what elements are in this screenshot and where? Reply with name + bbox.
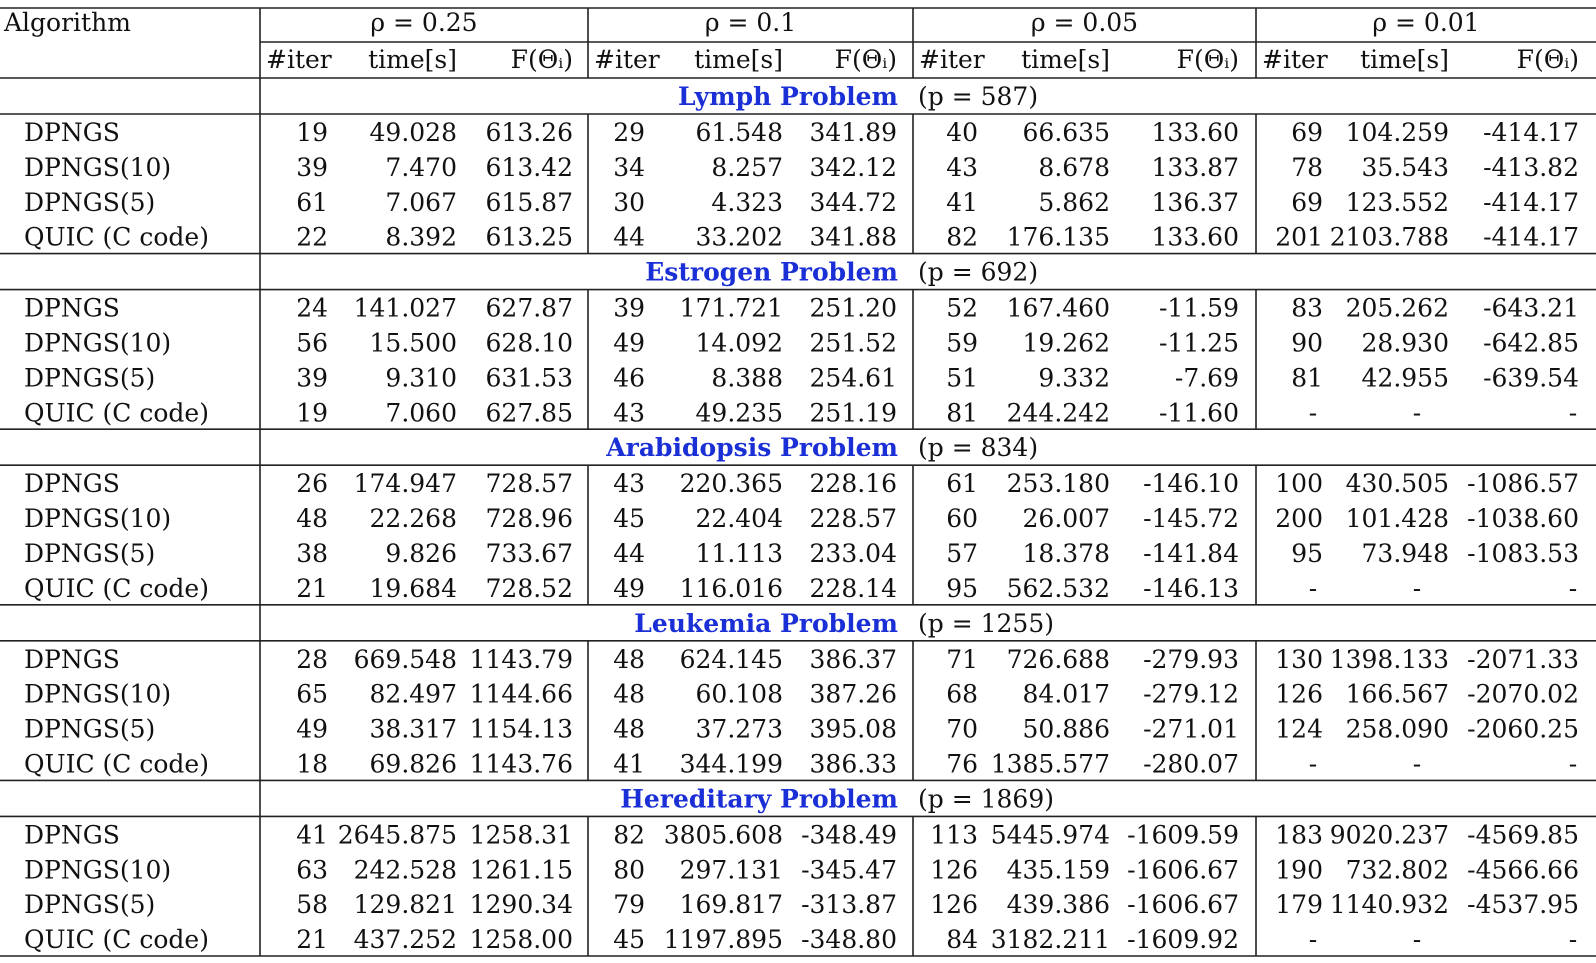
table-cell: 84 bbox=[946, 925, 978, 955]
problem-size: (p = 834) bbox=[918, 433, 1039, 463]
table-cell: 133.60 bbox=[1151, 222, 1239, 252]
table-cell: 631.53 bbox=[485, 363, 573, 393]
table-cell: 95 bbox=[946, 573, 978, 603]
table-cell-empty: - bbox=[1568, 925, 1578, 955]
table-cell: 613.42 bbox=[485, 152, 573, 182]
table-cell: -413.82 bbox=[1483, 152, 1579, 182]
table-cell: 35.543 bbox=[1361, 152, 1449, 182]
table-cell: 435.159 bbox=[1006, 855, 1110, 885]
table-cell: 126 bbox=[930, 890, 978, 920]
table-cell: 116.016 bbox=[679, 573, 783, 603]
header-rho-group: ρ = 0.01 bbox=[1372, 8, 1480, 37]
table-cell: 732.802 bbox=[1345, 855, 1449, 885]
table-cell: -313.87 bbox=[801, 890, 897, 920]
table-cell: 52 bbox=[946, 293, 978, 323]
table-cell: 233.04 bbox=[809, 539, 897, 568]
table-cell: 1398.133 bbox=[1329, 644, 1449, 674]
table-cell: -348.49 bbox=[801, 820, 897, 850]
table-cell-empty: - bbox=[1412, 749, 1422, 779]
table-cell: 82 bbox=[613, 820, 645, 850]
table-cell: 2645.875 bbox=[337, 820, 457, 850]
table-cell: 1197.895 bbox=[663, 925, 783, 955]
table-cell: 43 bbox=[946, 152, 978, 182]
table-cell: 60 bbox=[946, 504, 978, 534]
table-cell: 9.826 bbox=[385, 539, 457, 568]
table-cell-empty: - bbox=[1568, 398, 1578, 428]
table-cell: -7.69 bbox=[1174, 363, 1239, 393]
table-cell: 30 bbox=[613, 187, 645, 217]
algorithm-name: DPNGS(10) bbox=[24, 504, 172, 534]
table-cell: 126 bbox=[930, 855, 978, 885]
table-cell: 228.57 bbox=[809, 504, 897, 534]
table-cell: 341.88 bbox=[809, 222, 897, 252]
table-cell: 65 bbox=[296, 679, 328, 709]
table-cell: -2071.33 bbox=[1467, 644, 1579, 674]
table-cell: 5445.974 bbox=[990, 820, 1110, 850]
table-cell: 1258.00 bbox=[469, 925, 573, 955]
table-cell: 1258.31 bbox=[469, 820, 573, 850]
table-cell: 56 bbox=[296, 328, 328, 358]
table-cell: 141.027 bbox=[353, 293, 457, 323]
table-cell: -414.17 bbox=[1483, 187, 1579, 217]
table-cells bbox=[3, 8, 1579, 954]
header-rho-group: ρ = 0.05 bbox=[1030, 8, 1139, 37]
table-cell: 81 bbox=[946, 398, 978, 428]
algorithm-name: DPNGS bbox=[24, 469, 120, 499]
table-cell: 169.817 bbox=[679, 890, 783, 920]
table-cell: 2103.788 bbox=[1329, 222, 1449, 252]
table-cell: 220.365 bbox=[679, 469, 783, 499]
table-cell: 48 bbox=[613, 644, 645, 674]
table-cell: 84.017 bbox=[1022, 679, 1110, 709]
table-cell: 205.262 bbox=[1345, 293, 1449, 323]
table-cell: 386.33 bbox=[809, 749, 897, 779]
table-cell: -345.47 bbox=[801, 855, 897, 885]
table-cell: 69 bbox=[1291, 187, 1323, 217]
table-cell: 28.930 bbox=[1361, 328, 1449, 358]
algorithm-name: DPNGS(10) bbox=[24, 855, 172, 885]
table-cell: 61 bbox=[296, 187, 328, 217]
table-cell: 624.145 bbox=[679, 644, 783, 674]
header-subcol-objective: F(Θᵢ) bbox=[1516, 45, 1579, 74]
table-cell-empty: - bbox=[1412, 925, 1422, 955]
algorithm-name: DPNGS(10) bbox=[24, 679, 172, 709]
table-cell: -414.17 bbox=[1483, 118, 1579, 147]
table-cell: 174.947 bbox=[353, 469, 457, 499]
header-subcol-time: time[s] bbox=[1021, 45, 1110, 74]
table-cell: 29 bbox=[613, 118, 645, 147]
table-cell: 395.08 bbox=[809, 714, 897, 744]
table-cell: -145.72 bbox=[1143, 504, 1239, 534]
table-cell: -4537.95 bbox=[1467, 890, 1579, 920]
table-cell: 1143.76 bbox=[469, 749, 573, 779]
table-cell: 7.067 bbox=[385, 187, 457, 217]
problem-size: (p = 1255) bbox=[918, 608, 1054, 638]
table-cell-empty: - bbox=[1308, 398, 1318, 428]
table-cell: 61 bbox=[946, 469, 978, 499]
table-cell: 50.886 bbox=[1022, 714, 1110, 744]
table-cell: 1290.34 bbox=[469, 890, 573, 920]
table-cell: 386.37 bbox=[809, 644, 897, 674]
table-cell: 48 bbox=[296, 504, 328, 534]
algorithm-name: QUIC (C code) bbox=[24, 398, 209, 428]
table-cell: -414.17 bbox=[1483, 222, 1579, 252]
table-cell: 437.252 bbox=[353, 925, 457, 955]
table-cell-empty: - bbox=[1308, 573, 1318, 603]
table-cell: 171.721 bbox=[679, 293, 783, 323]
table-cell: 258.090 bbox=[1345, 714, 1449, 744]
table-cell: 69 bbox=[1291, 118, 1323, 147]
table-cell: 254.61 bbox=[809, 363, 897, 393]
table-cell: 8.257 bbox=[711, 152, 783, 182]
table-cell: 48 bbox=[613, 679, 645, 709]
problem-size: (p = 1869) bbox=[918, 784, 1054, 814]
table-cell: 63 bbox=[296, 855, 328, 885]
table-cell: 387.26 bbox=[809, 679, 897, 709]
table-cell: 79 bbox=[613, 890, 645, 920]
algorithm-name: DPNGS(5) bbox=[24, 363, 156, 393]
table-cell: 71 bbox=[946, 644, 978, 674]
table-cell: 133.60 bbox=[1151, 118, 1239, 147]
table-cell: 69.826 bbox=[369, 749, 457, 779]
table-cell: 22.268 bbox=[369, 504, 457, 534]
table-cell: 1154.13 bbox=[469, 714, 573, 744]
table-cell: 37.273 bbox=[695, 714, 783, 744]
table-cell: 179 bbox=[1275, 890, 1323, 920]
table-cell: 39 bbox=[613, 293, 645, 323]
table-cell: 430.505 bbox=[1345, 469, 1449, 499]
header-subcol-objective: F(Θᵢ) bbox=[834, 45, 897, 74]
table-cell: 38 bbox=[296, 539, 328, 568]
table-cell: 167.460 bbox=[1006, 293, 1110, 323]
table-cell: 45 bbox=[613, 925, 645, 955]
table-cell: 176.135 bbox=[1006, 222, 1110, 252]
table-cell: 41 bbox=[946, 187, 978, 217]
table-cell: 244.242 bbox=[1006, 398, 1110, 428]
problem-size: (p = 587) bbox=[918, 82, 1039, 111]
table-cell: 124 bbox=[1275, 714, 1323, 744]
table-cell: 66.635 bbox=[1022, 118, 1110, 147]
table-cell: 344.72 bbox=[809, 187, 897, 217]
table-cell: 253.180 bbox=[1006, 469, 1110, 499]
table-cell: 38.317 bbox=[369, 714, 457, 744]
header-rho-group: ρ = 0.1 bbox=[704, 8, 797, 37]
table-cell: -2070.02 bbox=[1467, 679, 1579, 709]
table-cell: 43 bbox=[613, 469, 645, 499]
table-cell: 228.16 bbox=[809, 469, 897, 499]
table-cell: -1086.57 bbox=[1467, 469, 1579, 499]
table-cell: 613.26 bbox=[485, 118, 573, 147]
table-cell: -348.80 bbox=[801, 925, 897, 955]
table-cell: 201 bbox=[1275, 222, 1323, 252]
header-subcol-time: time[s] bbox=[694, 45, 783, 74]
table-cell: -642.85 bbox=[1483, 328, 1579, 358]
table-cell: 200 bbox=[1275, 504, 1323, 534]
problem-size: (p = 692) bbox=[918, 257, 1039, 287]
table-cell: 49.028 bbox=[369, 118, 457, 147]
table-cell: 14.092 bbox=[695, 328, 783, 358]
table-cell: 113 bbox=[930, 820, 978, 850]
algorithm-name: DPNGS(5) bbox=[24, 714, 156, 744]
problem-title: Leukemia Problem bbox=[634, 608, 898, 638]
table-cell: -146.10 bbox=[1143, 469, 1239, 499]
header-subcol-iter: #iter bbox=[266, 45, 332, 74]
table-cell: 5.862 bbox=[1038, 187, 1110, 217]
table-cell: 1140.932 bbox=[1329, 890, 1449, 920]
table-cell: 1143.79 bbox=[469, 644, 573, 674]
algorithm-name: QUIC (C code) bbox=[24, 749, 209, 779]
table-cell: 73.948 bbox=[1361, 539, 1449, 568]
table-cell: 21 bbox=[296, 925, 328, 955]
algorithm-name: DPNGS(5) bbox=[24, 890, 156, 920]
table-cell: 82 bbox=[946, 222, 978, 252]
table-cell: -639.54 bbox=[1483, 363, 1579, 393]
table-cell: 70 bbox=[946, 714, 978, 744]
table-cell: 40 bbox=[946, 118, 978, 147]
table-cell: 728.52 bbox=[485, 573, 573, 603]
table-cell: 9.332 bbox=[1038, 363, 1110, 393]
table-cell: -141.84 bbox=[1143, 539, 1239, 568]
table-cell: 1261.15 bbox=[469, 855, 573, 885]
algorithm-name: DPNGS(10) bbox=[24, 328, 172, 358]
table-cell: 11.113 bbox=[695, 539, 783, 568]
header-subcol-iter: #iter bbox=[919, 45, 985, 74]
table-cell: 8.678 bbox=[1038, 152, 1110, 182]
table-cell-empty: - bbox=[1568, 573, 1578, 603]
table-cell: 136.37 bbox=[1151, 187, 1239, 217]
table-cell: 628.10 bbox=[485, 328, 573, 358]
table-cell: -271.01 bbox=[1143, 714, 1239, 744]
table-cell: 48 bbox=[613, 714, 645, 744]
table-cell: 228.14 bbox=[809, 573, 897, 603]
header-subcol-objective: F(Θᵢ) bbox=[510, 45, 573, 74]
algorithm-name: DPNGS bbox=[24, 644, 120, 674]
table-cell: -2060.25 bbox=[1467, 714, 1579, 744]
table-cell: 242.528 bbox=[353, 855, 457, 885]
table-cell: 45 bbox=[613, 504, 645, 534]
table-cell: 669.548 bbox=[353, 644, 457, 674]
table-cell: 19.684 bbox=[369, 573, 457, 603]
table-cell: 733.67 bbox=[485, 539, 573, 568]
problem-title: Lymph Problem bbox=[677, 82, 898, 111]
table-cell: 7.470 bbox=[385, 152, 457, 182]
table-cell: 46 bbox=[613, 363, 645, 393]
algorithm-name: DPNGS(10) bbox=[24, 152, 172, 182]
table-cell: 7.060 bbox=[385, 398, 457, 428]
table-cell: -280.07 bbox=[1143, 749, 1239, 779]
table-cell: 342.12 bbox=[809, 152, 897, 182]
table-cell: 81 bbox=[1291, 363, 1323, 393]
table-cell: 28 bbox=[296, 644, 328, 674]
header-subcol-iter: #iter bbox=[594, 45, 660, 74]
table-cell: -4566.66 bbox=[1467, 855, 1579, 885]
table-cell: 41 bbox=[296, 820, 328, 850]
table-cell: 129.821 bbox=[353, 890, 457, 920]
algorithm-name: QUIC (C code) bbox=[24, 573, 209, 603]
table-cell: 26 bbox=[296, 469, 328, 499]
table-cell: -643.21 bbox=[1483, 293, 1579, 323]
table-cell: 39 bbox=[296, 152, 328, 182]
table-cell: 19.262 bbox=[1022, 328, 1110, 358]
algorithm-name: DPNGS(5) bbox=[24, 539, 156, 568]
table-cell: 78 bbox=[1291, 152, 1323, 182]
algorithm-name: DPNGS bbox=[24, 293, 120, 323]
problem-title: Arabidopsis Problem bbox=[606, 433, 898, 463]
table-cell: 100 bbox=[1275, 469, 1323, 499]
table-cell: -4569.85 bbox=[1467, 820, 1579, 850]
table-cell: -1609.59 bbox=[1127, 820, 1239, 850]
header-rho-group: ρ = 0.25 bbox=[370, 8, 478, 37]
table-cell: -1609.92 bbox=[1127, 925, 1239, 955]
table-cell: 34 bbox=[613, 152, 645, 182]
table-cell: 19 bbox=[296, 118, 328, 147]
table-cell: 341.89 bbox=[809, 118, 897, 147]
algorithm-name: QUIC (C code) bbox=[24, 925, 209, 955]
table-cell: 297.131 bbox=[679, 855, 783, 885]
table-cell: 44 bbox=[613, 539, 645, 568]
header-algorithm: Algorithm bbox=[4, 8, 131, 37]
table-cell: 130 bbox=[1275, 644, 1323, 674]
algorithm-name: DPNGS bbox=[24, 118, 120, 147]
table-cell: 15.500 bbox=[369, 328, 457, 358]
table-cell: -11.25 bbox=[1158, 328, 1239, 358]
table-cell: 3805.608 bbox=[663, 820, 783, 850]
table-cell: 615.87 bbox=[485, 187, 573, 217]
table-cell: 126 bbox=[1275, 679, 1323, 709]
table-cell: 49 bbox=[296, 714, 328, 744]
table-cell: -146.13 bbox=[1143, 573, 1239, 603]
table-cell: 1385.577 bbox=[990, 749, 1110, 779]
table-cell: 133.87 bbox=[1151, 152, 1239, 182]
table-cell: 33.202 bbox=[695, 222, 783, 252]
table-cell: 83 bbox=[1291, 293, 1323, 323]
table-cell: 44 bbox=[613, 222, 645, 252]
table-cell: 3182.211 bbox=[990, 925, 1110, 955]
table-cell: 61.548 bbox=[695, 118, 783, 147]
header-subcol-iter: #iter bbox=[1262, 45, 1328, 74]
table-cell: 18 bbox=[296, 749, 328, 779]
table-cell: 58 bbox=[296, 890, 328, 920]
table-cell: 251.20 bbox=[809, 293, 897, 323]
table-cell: 49 bbox=[613, 328, 645, 358]
table-cell: 80 bbox=[613, 855, 645, 885]
table-cell: 251.19 bbox=[809, 398, 897, 428]
table-cell: 9.310 bbox=[385, 363, 457, 393]
table-cell: 42.955 bbox=[1361, 363, 1449, 393]
table-cell: 627.87 bbox=[485, 293, 573, 323]
table-cell: 43 bbox=[613, 398, 645, 428]
table-cell: 90 bbox=[1291, 328, 1323, 358]
table-cell-empty: - bbox=[1568, 749, 1578, 779]
table-cell: -279.93 bbox=[1143, 644, 1239, 674]
table-cell: 251.52 bbox=[809, 328, 897, 358]
table-cell: 49 bbox=[613, 573, 645, 603]
problem-title: Hereditary Problem bbox=[620, 784, 898, 814]
table-cell: 4.323 bbox=[711, 187, 783, 217]
table-cell: 104.259 bbox=[1345, 118, 1449, 147]
table-cell: 95 bbox=[1291, 539, 1323, 568]
table-cell: 190 bbox=[1275, 855, 1323, 885]
algorithm-name: DPNGS(5) bbox=[24, 187, 156, 217]
table-cell: 9020.237 bbox=[1329, 820, 1449, 850]
table-cell: 439.386 bbox=[1006, 890, 1110, 920]
table-cell: 123.552 bbox=[1345, 187, 1449, 217]
table-cell: 8.388 bbox=[711, 363, 783, 393]
table-cell: 627.85 bbox=[485, 398, 573, 428]
table-cell: 728.96 bbox=[485, 504, 573, 534]
table-cell: -1083.53 bbox=[1467, 539, 1579, 568]
table-cell: 726.688 bbox=[1006, 644, 1110, 674]
header-subcol-time: time[s] bbox=[1360, 45, 1449, 74]
table-cell: 21 bbox=[296, 573, 328, 603]
table-cell: 18.378 bbox=[1022, 539, 1110, 568]
algorithm-name: QUIC (C code) bbox=[24, 222, 209, 252]
table-cell: 613.25 bbox=[485, 222, 573, 252]
table-cell: 344.199 bbox=[679, 749, 783, 779]
table-cell: 41 bbox=[613, 749, 645, 779]
table-cell: 68 bbox=[946, 679, 978, 709]
table-cell: 8.392 bbox=[385, 222, 457, 252]
table-cell: -1038.60 bbox=[1467, 504, 1579, 534]
table-cell: 728.57 bbox=[485, 469, 573, 499]
table-cell: 49.235 bbox=[695, 398, 783, 428]
table-cell-empty: - bbox=[1412, 573, 1422, 603]
table-cell-empty: - bbox=[1308, 749, 1318, 779]
table-cell-empty: - bbox=[1412, 398, 1422, 428]
table-cell: 51 bbox=[946, 363, 978, 393]
table-cell: 101.428 bbox=[1345, 504, 1449, 534]
table-cell: 26.007 bbox=[1022, 504, 1110, 534]
table-cell: 57 bbox=[946, 539, 978, 568]
table-cell: 24 bbox=[296, 293, 328, 323]
table-cell: 76 bbox=[946, 749, 978, 779]
table-cell: 166.567 bbox=[1345, 679, 1449, 709]
header-subcol-objective: F(Θᵢ) bbox=[1176, 45, 1239, 74]
table-cell: -279.12 bbox=[1143, 679, 1239, 709]
table-cell: -1606.67 bbox=[1127, 890, 1239, 920]
table-cell: 82.497 bbox=[369, 679, 457, 709]
table-cell: 39 bbox=[296, 363, 328, 393]
table-cell: 562.532 bbox=[1006, 573, 1110, 603]
algorithm-name: DPNGS bbox=[24, 820, 120, 850]
problem-title: Estrogen Problem bbox=[645, 257, 898, 287]
table-cell: -11.60 bbox=[1158, 398, 1239, 428]
table-cell: 60.108 bbox=[695, 679, 783, 709]
table-cell: 1144.66 bbox=[469, 679, 573, 709]
table-cell: 59 bbox=[946, 328, 978, 358]
table-cell: 22.404 bbox=[695, 504, 783, 534]
table-cell: 183 bbox=[1275, 820, 1323, 850]
table-cell: -11.59 bbox=[1158, 293, 1239, 323]
table-cell: 22 bbox=[296, 222, 328, 252]
table-cell-empty: - bbox=[1308, 925, 1318, 955]
table-cell: 19 bbox=[296, 398, 328, 428]
header-subcol-time: time[s] bbox=[368, 45, 457, 74]
table-cell: -1606.67 bbox=[1127, 855, 1239, 885]
